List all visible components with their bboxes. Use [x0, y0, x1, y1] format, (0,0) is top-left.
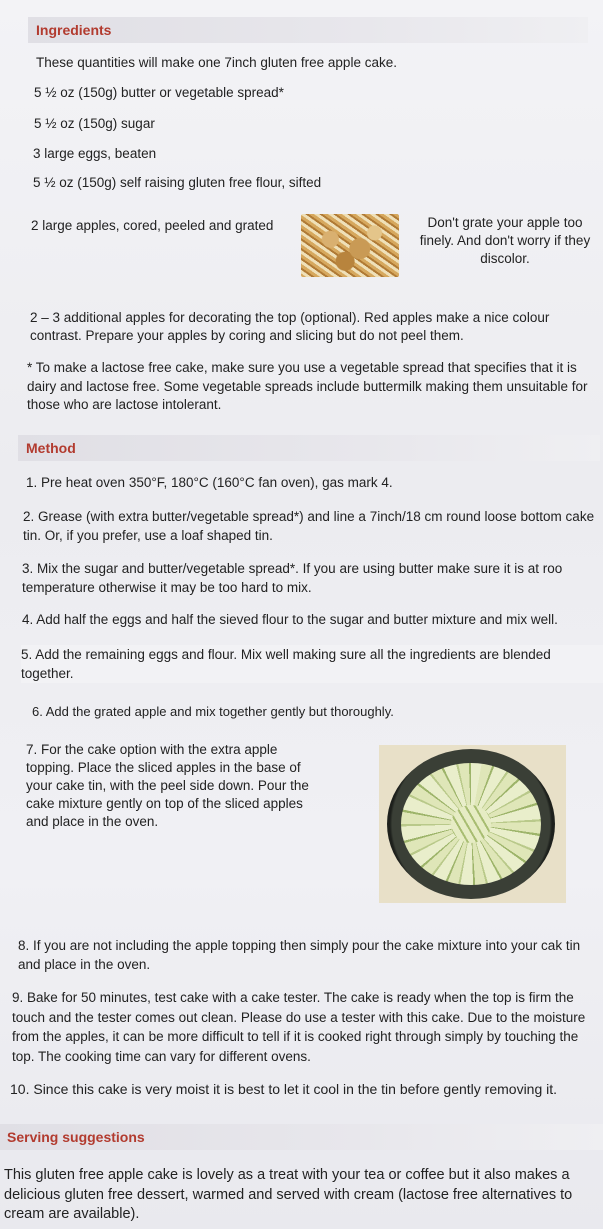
decoration-note: 2 – 3 additional apples for decorating the top (optional). Red apples make a nice colour contrast. Prepare your apples by coring and slicing but do not peel them.: [30, 310, 550, 343]
method-step: 4. Add half the eggs and half the sieved flour to the sugar and butter mixture and mix well.: [22, 612, 558, 627]
grated-apple-photo: [301, 214, 399, 277]
lactose-note: * To make a lactose free cake, make sure you use a vegetable spread that specifies that it is dairy and lactose free. Some vegetable spreads include buttermilk making them unsuitable for those who are lactose intolerant.: [27, 360, 588, 412]
method-step: 9. Bake for 50 minutes, test cake with a cake tester. The cake is ready when the top is firm the touch and the tester comes out clean. Please do use a tester with this cake. Due to the moisture from the apples, it can be more difficult to tell if it is cooked right through simply by touching the top. The cooking time can vary for different ovens.: [12, 990, 586, 1064]
ingredient-item: 5 ½ oz (150g) sugar: [34, 116, 155, 131]
method-step: 2. Grease (with extra butter/vegetable spread*) and line a 7inch/18 cm round loose bottom cake tin. Or, if you prefer, use a loaf shaped tin.: [23, 509, 595, 543]
ingredients-intro: These quantities will make one 7inch gluten free apple cake.: [36, 55, 397, 70]
method-step: 6. Add the grated apple and mix together gently but thoroughly.: [32, 704, 394, 719]
ingredients-heading: Ingredients: [28, 17, 588, 43]
serving-heading: Serving suggestions: [0, 1124, 603, 1150]
serving-text: This gluten free apple cake is lovely as a treat with your tea or coffee but it also makes a delicious gluten free dessert, warmed and served with cream (lactose free alternatives to cream are available).: [4, 1167, 573, 1222]
ingredient-item: 5 ½ oz (150g) butter or vegetable spread*: [34, 85, 284, 100]
method-step: 8. If you are not including the apple topping then simply pour the cake mixture into your cak tin and place in the oven.: [18, 938, 581, 972]
method-step: 7. For the cake option with the extra apple topping. Place the sliced apples in the base of your cake tin, with the peel side down. Pour the cake mixture gently on top of the sliced apples and place in the oven.: [26, 742, 309, 829]
ingredient-item: 3 large eggs, beaten: [33, 146, 157, 161]
apple-topping-pan-photo: [379, 745, 566, 903]
method-step: 5. Add the remaining eggs and flour. Mix well making sure all the ingredients are blended together.: [21, 645, 603, 683]
ingredient-item: 5 ½ oz (150g) self raising gluten free flour, sifted: [33, 175, 322, 190]
grate-tip: Don't grate your apple too finely. And don't worry if they discolor.: [419, 215, 591, 266]
method-step: 10. Since this cake is very moist it is best to let it cool in the tin before gently removing it.: [10, 1081, 558, 1097]
ingredient-item: 2 large apples, cored, peeled and grated: [31, 218, 274, 233]
method-step: 1. Pre heat oven 350°F, 180°C (160°C fan oven), gas mark 4.: [26, 475, 393, 490]
method-heading: Method: [18, 435, 600, 461]
method-step: 3. Mix the sugar and butter/vegetable spread*. If you are using butter make sure it is at roo temperature otherwise it may be too hard to mix.: [22, 561, 563, 595]
